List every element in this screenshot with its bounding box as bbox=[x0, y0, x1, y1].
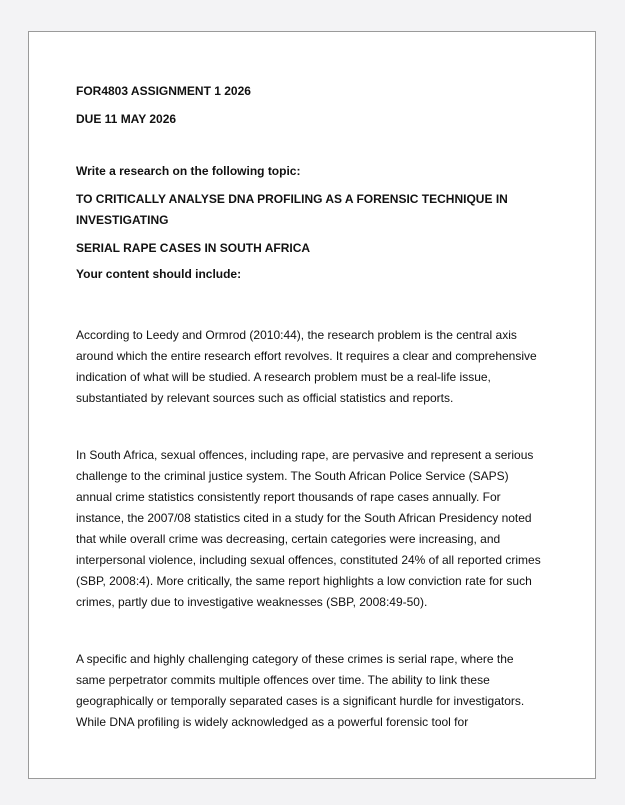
paragraph-serial-rape bbox=[76, 649, 551, 733]
paragraph-line: crimes, partly due to investigative weaknesses (SBP, 2008:49-50). bbox=[76, 595, 428, 609]
paragraph-line: around which the entire research effort revolves. It requires a clear and comprehensive bbox=[76, 349, 537, 363]
paragraph-research-problem bbox=[76, 325, 551, 409]
content-heading: Your content should include: bbox=[76, 267, 242, 281]
paragraph-line: In South Africa, sexual offences, including rape, are pervasive and represent a serious bbox=[76, 448, 534, 462]
document-content bbox=[76, 81, 551, 733]
paragraph-line: that while overall crime was decreasing, certain categories were increasing, and bbox=[76, 532, 501, 546]
paragraph-line: According to Leedy and Ormrod (2010:44), the research problem is the central axis bbox=[76, 328, 517, 342]
paragraph-line: indication of what will be studied. A research problem must be a real-life issue, bbox=[76, 370, 491, 384]
paragraph-line: substantiated by relevant sources such as official statistics and reports. bbox=[76, 391, 454, 405]
paragraph-line: (SBP, 2008:4). More critically, the same report highlights a low conviction rate for such bbox=[76, 574, 532, 588]
topic-line-3: SERIAL RAPE CASES IN SOUTH AFRICA bbox=[76, 241, 311, 255]
paragraph-line: While DNA profiling is widely acknowledged as a powerful forensic tool for bbox=[76, 715, 469, 729]
document-page bbox=[28, 31, 596, 779]
paragraph-line: challenge to the criminal justice system. The South African Police Service (SAPS) bbox=[76, 469, 509, 483]
paragraph-line: interpersonal violence, including sexual offences, constituted 24% of all reported crimes bbox=[76, 553, 541, 567]
topic-line-1: TO CRITICALLY ANALYSE DNA PROFILING AS A FORENSIC TECHNIQUE IN bbox=[76, 192, 508, 206]
paragraph-line: A specific and highly challenging category of these crimes is serial rape, where the bbox=[76, 652, 514, 666]
header-due-date: DUE 11 MAY 2026 bbox=[76, 112, 177, 126]
paragraph-line: annual crime statistics consistently report thousands of rape cases annually. For bbox=[76, 490, 501, 504]
paragraph-line: same perpetrator commits multiple offences over time. The ability to link these bbox=[76, 673, 490, 687]
instruction-text: Write a research on the following topic: bbox=[76, 164, 301, 178]
paragraph-south-africa-stats bbox=[76, 445, 551, 613]
paragraph-line: geographically or temporally separated cases is a significant hurdle for investigators. bbox=[76, 694, 525, 708]
topic-line-2: INVESTIGATING bbox=[76, 213, 169, 227]
header-course-assignment: FOR4803 ASSIGNMENT 1 2026 bbox=[76, 84, 251, 98]
paragraph-line: instance, the 2007/08 statistics cited in a study for the South African Presidency noted bbox=[76, 511, 532, 525]
